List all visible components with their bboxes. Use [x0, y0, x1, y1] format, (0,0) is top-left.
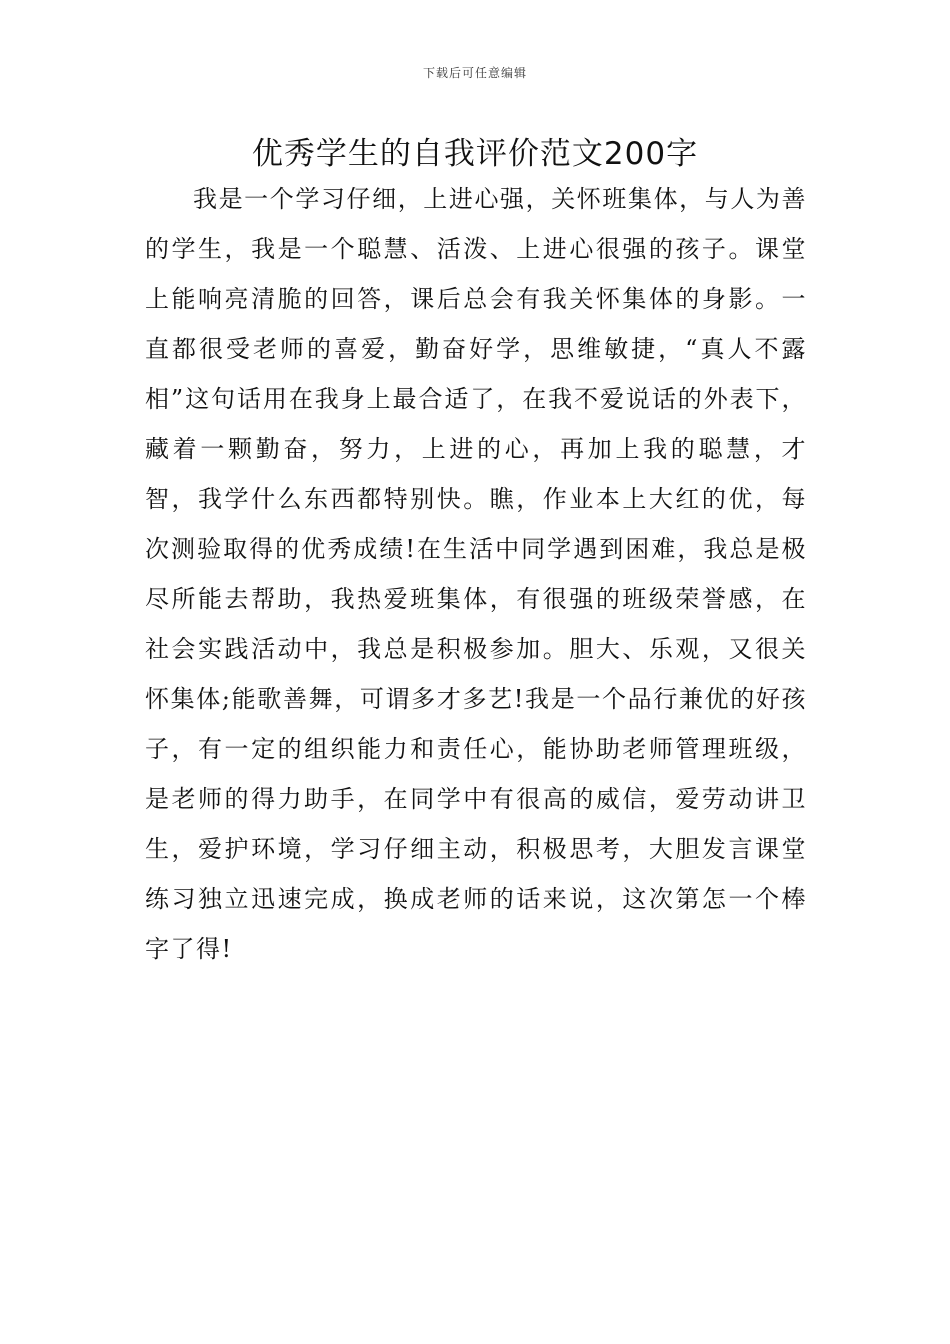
header-note: 下载后可任意编辑: [422, 66, 527, 80]
document-title: 优秀学生的自我评价范文200字: [251, 136, 699, 172]
body-paragraph: 我是一个学习仔细，上进心强，关怀班集体，与人为善的学生，我是一个聪慧、活泼、上进心很强的孩子。课堂上能响亮清脆的回答，课后总会有我关怀集体的身影。一直都很受老师的喜爱，勤奋好学，思维敏捷，“真人不露相”这句话用在我身上最合适了，在我不爱说话的外表下，藏着一颗勤奋，努力，上进的心，再加上我的聪慧，才智，我学什么东西都特别快。瞧，作业本上大红的优，每次测验取得的优秀成绩!在生活中同学遇到困难，我总是极尽所能去帮助，我热爱班集体，有很强的班级荣誉感，在社会实践活动中，我总是积极参加。胆大、乐观，又很关怀集体;能歌善舞，可谓多才多艺!我是一个品行兼优的好孩子，有一定的组织能力和责任心，能协助老师管理班级，是老师的得力助手，在同学中有很高的威信，爱劳动讲卫生，爱护环境，学习仔细主动，积极思考，大胆发言课堂练习独立迅速完成，换成老师的话来说，这次第怎一个棒字了得!: [145, 185, 807, 963]
